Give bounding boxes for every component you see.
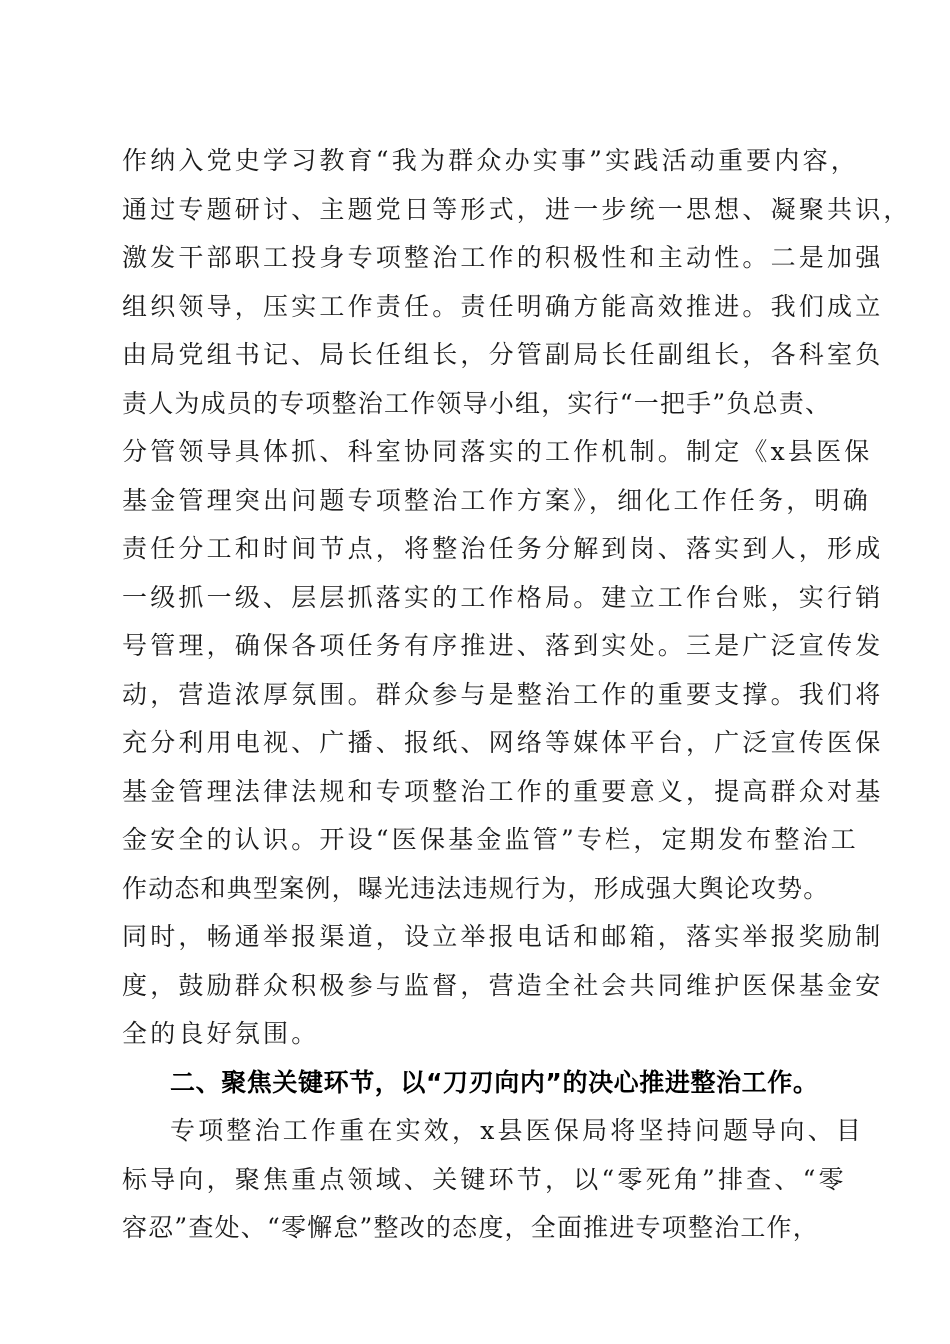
text-line: 责人为成员的专项整治工作领导小组，实行“一把手”负总责、 xyxy=(122,388,832,418)
text-line: 基金管理法律法规和专项整治工作的重要意义，提高群众对基 xyxy=(122,776,884,806)
text-line: 同时，畅通举报渠道，设立举报电话和邮箱，落实举报奖励制 xyxy=(122,922,884,951)
text-line: 容忍”查处、“零懈怠”整改的态度，全面推进专项整治工作， xyxy=(122,1213,819,1242)
text-line: 基金管理突出问题专项整治工作方案》，细化工作任务，明确 xyxy=(122,485,871,515)
text-line: 组织领导，压实工作责任。责任明确方能高效推进。我们成立 xyxy=(122,291,884,321)
text-line: 度，鼓励群众积极参与监督，营造全社会共同维护医保基金安 xyxy=(122,970,884,1000)
body-text xyxy=(122,137,912,1253)
text-line: 作动态和典型案例，曝光违法违规行为，形成强大舆论攻势。 xyxy=(122,873,830,903)
text-line: 由局党组书记、局长任组长，分管副局长任副组长，各科室负 xyxy=(122,340,884,369)
section-heading: 二、聚焦关键环节，以“刀刃向内”的决心推进整治工作。 xyxy=(170,1067,819,1097)
text-line: 责任分工和时间节点，将整治任务分解到岗、落实到人，形成 xyxy=(122,534,884,563)
text-line: 激发干部职工投身专项整治工作的积极性和主动性。二是加强 xyxy=(122,243,884,272)
text-line: 标导向，聚焦重点领域、关键环节，以“零死角”排查、“零 xyxy=(122,1164,847,1194)
text-line: 金安全的认识。开设“医保基金监管”专栏，定期发布整治工 xyxy=(122,825,859,854)
text-line: 号管理，确保各项任务有序推进、落到实处。三是广泛宣传发 xyxy=(122,631,884,660)
text-line: 动，营造浓厚氛围。群众参与是整治工作的重要支撑。我们将 xyxy=(122,679,884,709)
text-line: 全的良好氛围。 xyxy=(122,1019,320,1048)
text-line: 一级抓一级、层层抓落实的工作格局。建立工作台账，实行销 xyxy=(122,582,884,612)
text-line: 通过专题研讨、主题党日等形式，进一步统一思想、凝聚共识， xyxy=(122,194,912,224)
text-line: 充分利用电视、广播、报纸、网络等媒体平台，广泛宣传医保 xyxy=(122,728,884,757)
text-line: 分管领导具体抓、科室协同落实的工作机制。制定《x县医保 xyxy=(122,437,873,466)
text-line: 专项整治工作重在实效，x县医保局将坚持问题导向、目 xyxy=(170,1116,865,1145)
text-line: 作纳入党史学习教育“我为群众办实事”实践活动重要内容， xyxy=(122,146,859,175)
